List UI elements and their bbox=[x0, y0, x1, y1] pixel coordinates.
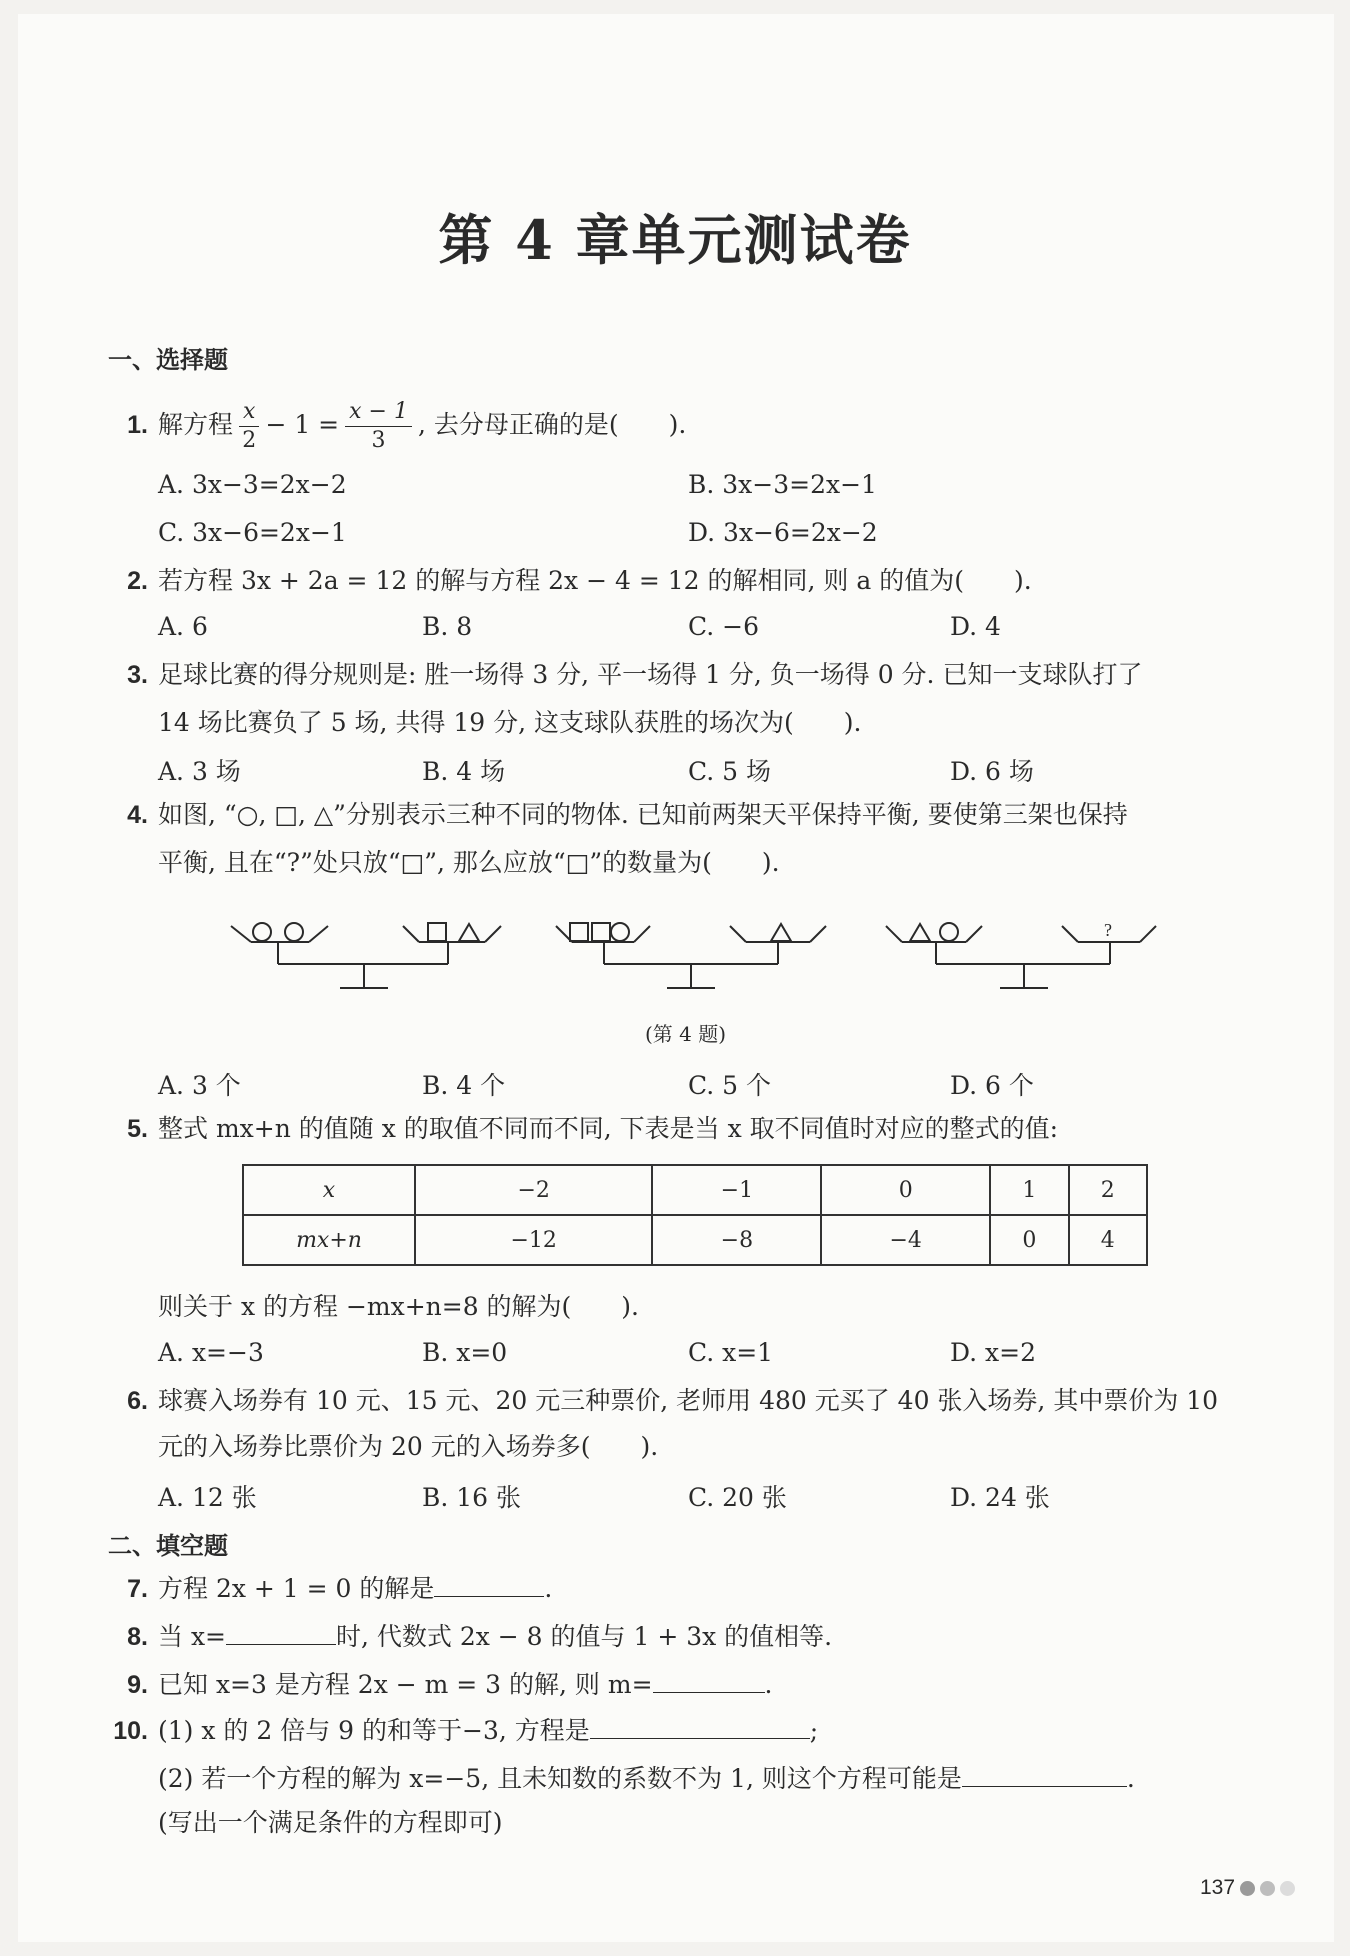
question-text: , 去分母正确的是( ). bbox=[417, 410, 687, 439]
option-c: C. 5 个 bbox=[688, 1071, 771, 1100]
question-1 bbox=[110, 398, 686, 455]
table-cell: 0 bbox=[821, 1165, 990, 1215]
option-a: A. 12 张 bbox=[158, 1483, 257, 1512]
answer-blank[interactable] bbox=[653, 1666, 765, 1693]
fraction: $\frac{x - 1}{3}$ bbox=[345, 398, 412, 455]
square-icon bbox=[592, 923, 610, 941]
option-b: B. 4 个 bbox=[422, 1071, 506, 1100]
option-c: C. 3x−6=2x−1 bbox=[158, 518, 347, 547]
option-c: C. 5 场 bbox=[688, 757, 771, 786]
question-text: 整式 mx+n 的值随 x 的取值不同而不同, 下表是当 x 取不同值时对应的整式的值: bbox=[158, 1114, 1059, 1143]
question-10-part-2 bbox=[158, 1760, 1135, 1796]
option-d: D. 6 个 bbox=[950, 1071, 1034, 1100]
option-c: C. −6 bbox=[688, 612, 759, 641]
circle-icon bbox=[940, 923, 958, 941]
table-cell: 4 bbox=[1069, 1215, 1147, 1265]
table-row bbox=[243, 1215, 1147, 1265]
option-b: B. 3x−3=2x−1 bbox=[688, 470, 877, 499]
answer-blank[interactable] bbox=[434, 1570, 544, 1597]
table-cell: −4 bbox=[821, 1215, 990, 1265]
question-text: . bbox=[764, 1670, 773, 1699]
option-b: B. 8 bbox=[422, 612, 473, 641]
question-4 bbox=[110, 798, 1128, 832]
option-d: D. 4 bbox=[950, 612, 1001, 641]
table-cell: −1 bbox=[652, 1165, 821, 1215]
square-icon bbox=[570, 923, 588, 941]
option-d: D. 3x−6=2x−2 bbox=[688, 518, 878, 547]
page-number: 137 bbox=[1200, 1876, 1295, 1900]
question-mark-label: ? bbox=[1104, 920, 1112, 940]
question-text: 已知 x=3 是方程 2x − m = 3 的解, 则 m= bbox=[158, 1670, 653, 1699]
question-number: 5. bbox=[127, 1115, 148, 1143]
table-cell: 0 bbox=[990, 1215, 1068, 1265]
table-cell: 2 bbox=[1069, 1165, 1147, 1215]
option-d: D. 24 张 bbox=[950, 1483, 1050, 1512]
balance-scale-1 bbox=[231, 923, 501, 988]
question-number: 7. bbox=[127, 1575, 148, 1603]
option-b: B. 4 场 bbox=[422, 757, 506, 786]
table-cell: x bbox=[243, 1165, 415, 1215]
question-text: 时, 代数式 2x − 8 的值与 1 + 3x 的值相等. bbox=[336, 1622, 833, 1651]
question-text: − 1 = bbox=[265, 410, 340, 439]
question-number: 3. bbox=[127, 661, 148, 689]
question-text: 元的入场券比票价为 20 元的入场券多( ). bbox=[158, 1432, 659, 1461]
answer-blank[interactable] bbox=[590, 1712, 810, 1739]
answer-blank[interactable] bbox=[226, 1618, 336, 1645]
option-a: A. 6 bbox=[158, 612, 208, 641]
question-number: 9. bbox=[127, 1671, 148, 1699]
question-text: ; bbox=[809, 1716, 819, 1745]
option-c: C. 20 张 bbox=[688, 1483, 787, 1512]
question-3 bbox=[110, 658, 1142, 692]
question-number: 2. bbox=[127, 567, 148, 595]
dot-icon bbox=[1240, 1881, 1255, 1896]
question-number: 1. bbox=[127, 411, 148, 439]
question-text: . bbox=[544, 1574, 553, 1603]
question-number: 10. bbox=[113, 1717, 148, 1745]
option-d: D. x=2 bbox=[950, 1338, 1036, 1367]
circle-icon bbox=[285, 923, 303, 941]
section-heading-fill: 二、填空题 bbox=[108, 1532, 228, 1560]
question-text: 14 场比赛负了 5 场, 共得 19 分, 这支球队获胜的场次为( ). bbox=[158, 708, 862, 737]
question-text: 如图, “○, □, △”分别表示三种不同的物体. 已知前两架天平保持平衡, 要使第三架也保持 bbox=[158, 800, 1128, 829]
option-b: B. 16 张 bbox=[422, 1483, 522, 1512]
answer-blank[interactable] bbox=[962, 1760, 1127, 1787]
question-text: (1) x 的 2 倍与 9 的和等于−3, 方程是 bbox=[158, 1716, 590, 1745]
option-a: A. 3 个 bbox=[158, 1071, 241, 1100]
question-number: 6. bbox=[127, 1387, 148, 1415]
question-7 bbox=[110, 1570, 552, 1606]
figure-caption: (第 4 题) bbox=[645, 1022, 727, 1046]
question-text: 平衡, 且在“?”处只放“□”, 那么应放“□”的数量为( ). bbox=[158, 848, 780, 877]
section-heading-choice: 一、选择题 bbox=[108, 346, 228, 374]
question-text: 则关于 x 的方程 −mx+n=8 的解为( ). bbox=[158, 1292, 639, 1321]
dot-icon bbox=[1260, 1881, 1275, 1896]
question-text: (2) 若一个方程的解为 x=−5, 且未知数的系数不为 1, 则这个方程可能是 bbox=[158, 1764, 962, 1793]
circle-icon bbox=[611, 923, 629, 941]
option-d: D. 6 场 bbox=[950, 757, 1034, 786]
triangle-icon bbox=[771, 924, 791, 941]
question-text: 当 x= bbox=[158, 1622, 226, 1651]
option-c: C. x=1 bbox=[688, 1338, 774, 1367]
balance-scale-2 bbox=[556, 923, 826, 988]
question-10 bbox=[110, 1712, 818, 1748]
question-text: 球赛入场券有 10 元、15 元、20 元三种票价, 老师用 480 元买了 40 张入场券, 其中票价为 10 bbox=[158, 1386, 1219, 1415]
option-b: B. x=0 bbox=[422, 1338, 508, 1367]
option-a: A. x=−3 bbox=[158, 1338, 264, 1367]
option-a: A. 3x−3=2x−2 bbox=[158, 470, 347, 499]
table-cell: −12 bbox=[415, 1215, 652, 1265]
page-title: 第 4 章单元测试卷 bbox=[438, 208, 912, 272]
value-table bbox=[242, 1164, 1148, 1266]
question-text: 解方程 bbox=[158, 410, 234, 439]
triangle-icon bbox=[910, 924, 930, 941]
question-text: . bbox=[1126, 1764, 1135, 1793]
table-cell: −2 bbox=[415, 1165, 652, 1215]
fraction: $\frac{x}{2}$ bbox=[239, 398, 259, 455]
question-text: 若方程 3x + 2a = 12 的解与方程 2x − 4 = 12 的解相同, 则 a 的值为( ). bbox=[158, 566, 1032, 595]
dot-icon bbox=[1280, 1881, 1295, 1896]
table-row bbox=[243, 1165, 1147, 1215]
question-5 bbox=[110, 1112, 1058, 1146]
question-6 bbox=[110, 1384, 1218, 1418]
question-text: 足球比赛的得分规则是: 胜一场得 3 分, 平一场得 1 分, 负一场得 0 分. 已知一支球队打了 bbox=[158, 660, 1143, 689]
table-cell: 1 bbox=[990, 1165, 1068, 1215]
circle-icon bbox=[253, 923, 271, 941]
balance-scale-3 bbox=[886, 923, 1156, 988]
triangle-icon bbox=[459, 924, 479, 941]
question-text: (写出一个满足条件的方程即可) bbox=[158, 1808, 503, 1837]
question-text: 方程 2x + 1 = 0 的解是 bbox=[158, 1574, 435, 1603]
question-2 bbox=[110, 564, 1032, 598]
balance-figure bbox=[0, 900, 1350, 1010]
question-number: 4. bbox=[127, 801, 148, 829]
question-9 bbox=[110, 1666, 773, 1702]
question-number: 8. bbox=[127, 1623, 148, 1651]
square-icon bbox=[428, 923, 446, 941]
table-cell: −8 bbox=[652, 1215, 821, 1265]
table-cell: mx+n bbox=[243, 1215, 415, 1265]
question-8 bbox=[110, 1618, 832, 1654]
option-a: A. 3 场 bbox=[158, 757, 241, 786]
